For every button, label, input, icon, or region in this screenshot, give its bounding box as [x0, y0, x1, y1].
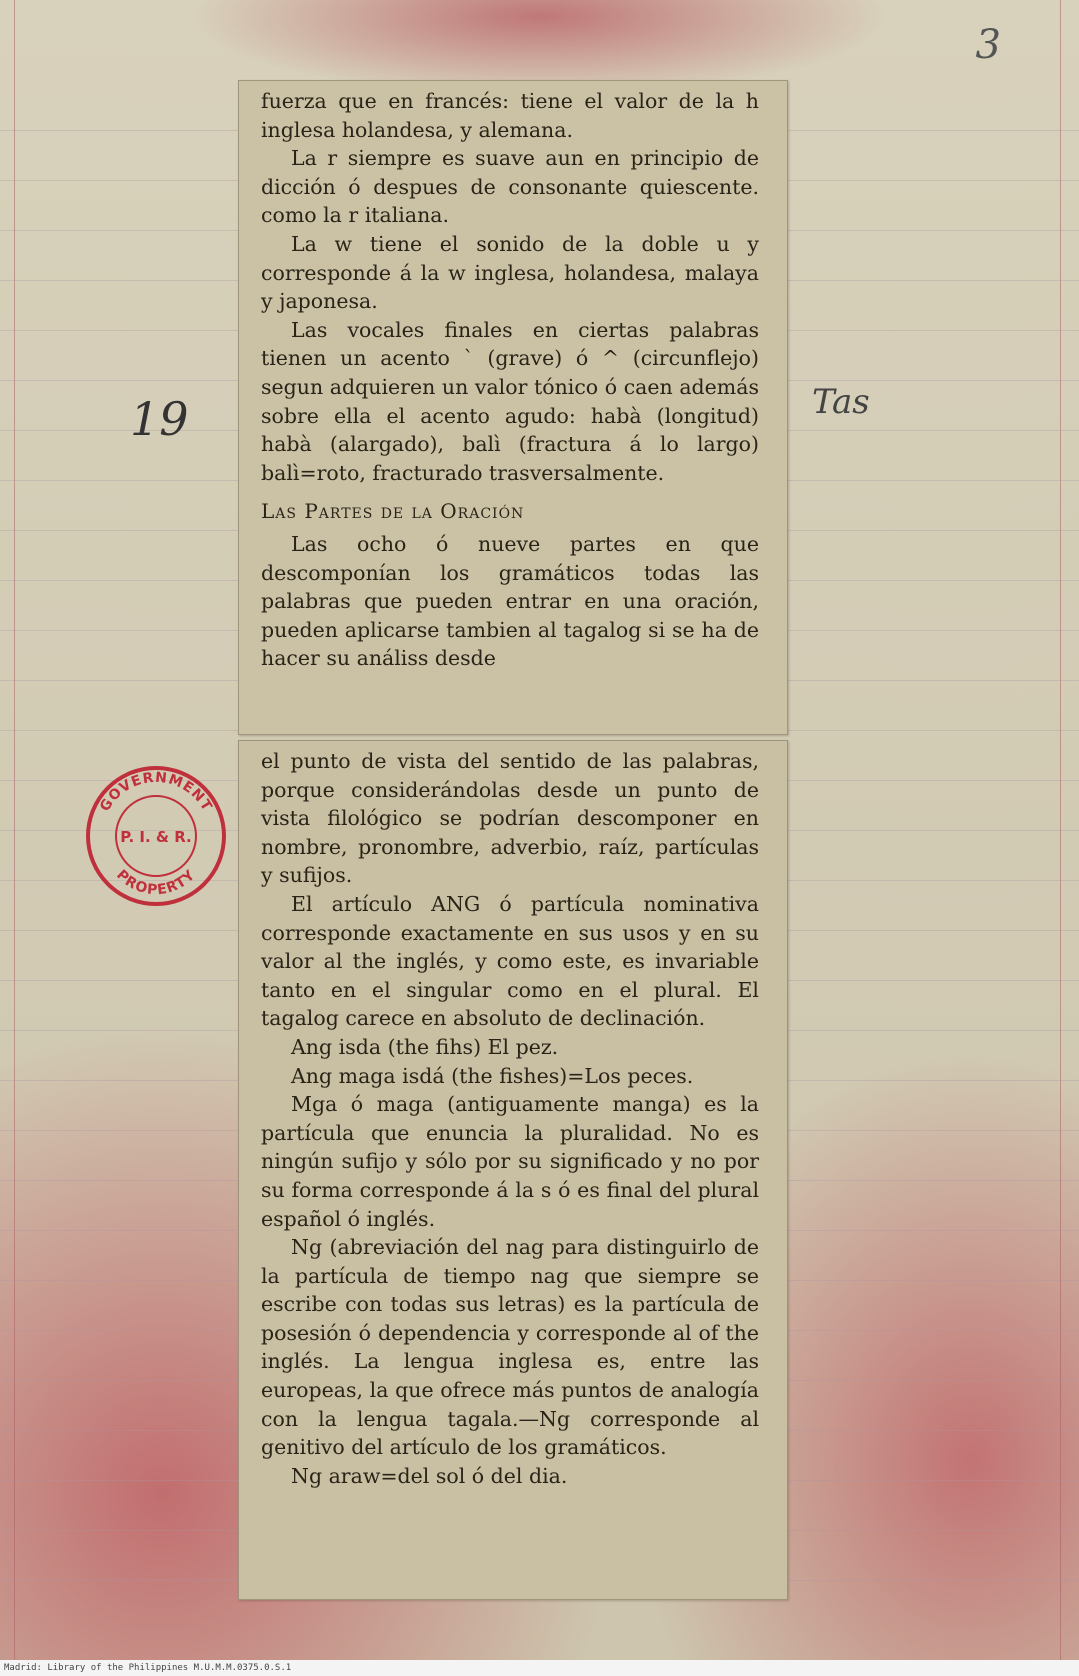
- paragraph: Ng (abreviación del nag para distinguirlo de la partícula de tiempo nag que siempre se escribe con todas sus letras) es la partícula de posesión ó dependencia y corresponde al of the inglés. La lengua inglesa es, entre las europeas, la que ofrece más puntos de analogía con la lengua tagala.—Ng corresponde al genitivo del artículo de los gramáticos.: [261, 1235, 759, 1460]
- paragraph: La r siempre es suave aun en principio de dicción ó despues de consonante quiescente. como la r italiana.: [261, 146, 759, 228]
- example-line: Ang maga isdá (the fishes)=Los peces.: [291, 1063, 694, 1088]
- page-number: 3: [975, 22, 1001, 68]
- paragraph: Las vocales finales en ciertas palabras tienen un acento ` (grave) ó ^ (circunflejo) segun adquieren un valor tónico ó caen además sobre ella el acento agudo: habà (longitud) habà (alargado), balì (fractura á lo largo) balì=roto, fracturado trasversalmente.: [261, 317, 759, 485]
- government-property-stamp: [82, 762, 230, 910]
- paragraph: el punto de vista del sentido de las palabras, porque considerándolas desde un punto de vista filológico se podrían descomponer en nombre, pronombre, adverbio, raíz, partículas y sufijos.: [261, 749, 759, 888]
- newspaper-clipping-bottom: [238, 740, 788, 1600]
- handwritten-annotation-left: 19: [130, 392, 189, 446]
- section-heading: Las Partes de la Oración: [261, 499, 525, 524]
- stamp-text-middle: P. I. & R.: [120, 828, 192, 846]
- svg-text:PROPERTY: [113, 867, 199, 898]
- scan-footer: Madrid: Library of the Philippines M.U.M.M.0375.0.S.1: [0, 1660, 1079, 1676]
- paragraph: Las ocho ó nueve partes en que descomponían los gramáticos todas las palabras que pueden entrar en una oración, pueden aplicarse tambien al tagalog si se ha de hacer su análiss desde: [261, 531, 759, 671]
- paragraph: fuerza que en francés: tiene el valor de la h inglesa holandesa, y alemana.: [261, 89, 759, 142]
- handwritten-annotation-right: Tas: [812, 382, 870, 422]
- svg-text:GOVERNMENT: [97, 770, 215, 815]
- example-line: Ang isda (the fihs) El pez.: [291, 1034, 559, 1059]
- example-line: Ng araw=del sol ó del dia.: [291, 1463, 568, 1488]
- paragraph: La w tiene el sonido de la doble u y corresponde á la w inglesa, holandesa, malaya y japonesa.: [261, 231, 759, 314]
- newspaper-clipping-top: [238, 80, 788, 735]
- stamp-text-top: GOVERNMENT: [96, 769, 216, 815]
- stamp-text-bottom: PROPERTY: [113, 866, 199, 899]
- paragraph: El artículo ANG ó partícula nominativa corresponde exactamente en sus usos y en su valor al the inglés, y como este, es invariable tanto en el singular como en el plural. El tagalog carece en absoluto de declinación.: [261, 891, 759, 1031]
- paragraph: Mga ó maga (antiguamente manga) es la partícula que enuncia la pluralidad. No es ningún sufijo y sólo por su significado y no por su forma corresponde á la s ó es final del plural español ó inglés.: [261, 1092, 759, 1231]
